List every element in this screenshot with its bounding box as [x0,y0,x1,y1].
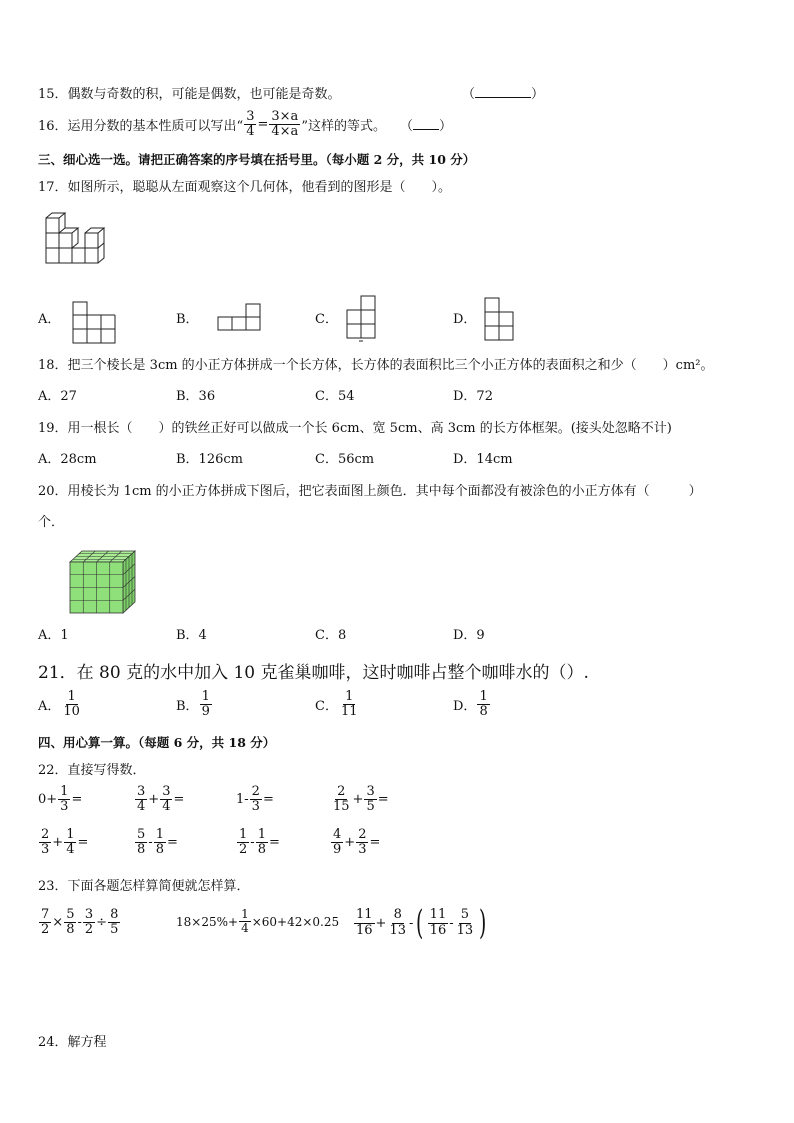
paren-close: ） [531,87,545,102]
fraction: $\frac{1}{11}$ [340,689,358,720]
q20-text-cont: 个． [38,515,65,530]
q21-option-a[interactable]: A． $\frac{1}{10}$ [38,689,80,720]
q21-option-b[interactable]: B． $\frac{1}{9}$ [176,689,210,720]
q24-text: 24．解方程 [38,1035,107,1050]
q17-option-d[interactable]: D． [453,312,477,327]
q23-text: 23．下面各题怎样算简便就怎样算． [38,879,250,894]
q18-option-b[interactable]: B．36 [176,389,216,404]
q20-option-d[interactable]: D．9 [453,628,485,643]
equals-sign: = [257,117,269,133]
fraction: $\frac{2}{3}$ [41,827,50,858]
q19-option-c[interactable]: C．56cm [315,452,375,467]
q22-expression: $\frac{2}{15}$ + $\frac{3}{5}$ = [333,784,389,815]
fraction: $\frac{11}{16}$ [429,907,447,938]
q18-option-a[interactable]: A．27 [38,389,77,404]
fraction: $\frac{3}{5}$ [366,784,375,815]
q17-option-c[interactable]: C． [315,312,338,327]
q21-option-d[interactable]: D． $\frac{1}{8}$ [453,689,488,720]
q17-option-b[interactable]: B． [176,312,199,327]
q16-answer-paren[interactable]: （ ） [399,119,452,135]
q21-text: 21．在 80 克的水中加入 10 克雀巢咖啡，这时咖啡占整个咖啡水的（）. [38,663,589,683]
q19-text: 19．用一根长（ ）的铁丝正好可以做成一个长 6cm、宽 5cm、高 3cm 的长方体框架。(接头处忽略不计) [38,421,672,436]
right-paren: ) [479,903,487,943]
q16-line [38,110,452,140]
fraction: $\frac{8}{5}$ [110,907,119,938]
q17-option-a-figure [72,302,116,344]
fraction: $\frac{3}{4}$ [137,784,146,815]
q20-option-a[interactable]: A．1 [38,628,69,643]
fraction: $\frac{5}{8}$ [66,907,75,938]
q22-expression: $\frac{1}{2}$ - $\frac{1}{8}$ = [239,827,280,858]
fraction: $\frac{1}{3}$ [60,784,69,815]
q17-text: 17．如图所示，聪聪从左面观察这个几何体，他看到的图形是（ ）。 [38,180,452,195]
q23-expression-1: $\frac{7}{2}$ × $\frac{5}{8}$ - $\frac{3}{2}$ ÷ $\frac{8}{5}$ [41,907,119,938]
q20-green-cube [68,550,138,616]
q17-option-c-figure [346,295,376,343]
fraction: $\frac{4}{9}$ [333,827,342,858]
q17-option-b-figure [217,303,261,331]
q22-expression: $\frac{4}{9}$ + $\frac{2}{3}$ = [333,827,381,858]
fraction: $\frac{5}{13}$ [456,907,474,938]
answer-blank[interactable] [413,117,439,130]
section-3-heading: 三、细心选一选。请把正确答案的序号填在括号里。（每小题 2 分，共 10 分） [38,152,476,167]
q15-answer-paren[interactable] [462,83,544,102]
fraction: $\frac{7}{2}$ [41,907,50,938]
q22-text: 22．直接写得数． [38,763,146,778]
q22-expression: 0+ $\frac{1}{3}$ = [38,784,83,815]
fraction: $\frac{1}{4}$ [66,827,75,858]
q19-option-a[interactable]: A．28cm [38,452,97,467]
fraction: $\frac{3}{4}$ [246,109,255,140]
fraction: $\frac{2}{3}$ [251,784,260,815]
q17-option-d-figure [484,297,514,341]
fraction: $\frac{8}{13}$ [389,907,406,938]
q22-expression: 1- $\frac{2}{3}$ = [236,784,274,815]
q22-expression: $\frac{5}{8}$ - $\frac{1}{8}$ = [137,827,178,858]
q17-option-a[interactable]: A． [38,312,61,327]
fraction: $\frac{3}{4}$ [162,784,171,815]
q18-option-c[interactable]: C．54 [315,389,355,404]
fraction: $\frac{1}{8}$ [257,827,266,858]
q15-line [38,83,341,102]
q23-expression-2: 18×25%+ $\frac{1}{4}$ ×60+42×0.25 [176,907,340,936]
q20-option-c[interactable]: C．8 [315,628,347,643]
q17-solid-figure [44,218,104,268]
q20-text: 20．用棱长为 1cm 的小正方体拼成下图后，把它表面图上颜色．其中每个面都没有被涂色的小正方体有（ ） [38,484,702,499]
q22-expression: $\frac{2}{3}$ + $\frac{1}{4}$ = [41,827,89,858]
fraction: $\frac{1}{4}$ [241,907,249,936]
left-paren: ( [416,903,424,943]
q16-text-pre: 运用分数的基本性质可以写出“ [67,119,244,135]
q16-number: 16． [38,119,68,135]
fraction: $\frac{1}{2}$ [239,827,248,858]
fraction: $\frac{3\times a}{4\times a}$ [271,109,299,140]
q18-text: 18．把三个棱长是 3cm 的小正方体拼成一个长方体，长方体的表面积比三个小正方体的表面积之和少（ ）cm²。 [38,358,714,373]
fraction: $\frac{1}{10}$ [63,689,80,720]
section-4-heading: 四、用心算一算。（每题 6 分，共 18 分） [38,735,276,750]
q15-text: 15．偶数与奇数的积，可能是偶数，也可能是奇数。 [38,87,341,102]
q23-expression-3: $\frac{11}{16}$ + $\frac{8}{13}$ - ( $\frac{11}{16}$ - $\frac{5}{13}$ ) [356,903,487,943]
q22-expression: $\frac{3}{4}$ + $\frac{3}{4}$ = [137,784,185,815]
fraction: $\frac{2}{15}$ [333,784,350,815]
q16-text-post: ”这样的等式。 [301,119,386,135]
fraction: $\frac{2}{3}$ [358,827,367,858]
paren-open: （ [462,87,476,102]
fraction: $\frac{1}{8}$ [155,827,164,858]
q20-option-b[interactable]: B．4 [176,628,207,643]
q18-option-d[interactable]: D．72 [453,389,493,404]
fraction: $\frac{11}{16}$ [356,907,373,938]
fraction: $\frac{3}{2}$ [84,907,94,938]
fraction: $\frac{1}{8}$ [479,689,488,720]
q19-option-b[interactable]: B．126cm [176,452,243,467]
q19-option-d[interactable]: D．14cm [453,452,513,467]
answer-blank[interactable] [475,85,531,98]
fraction: $\frac{5}{8}$ [137,827,146,858]
q21-option-c[interactable]: C． $\frac{1}{11}$ [315,689,358,720]
fraction: $\frac{1}{9}$ [201,689,210,720]
